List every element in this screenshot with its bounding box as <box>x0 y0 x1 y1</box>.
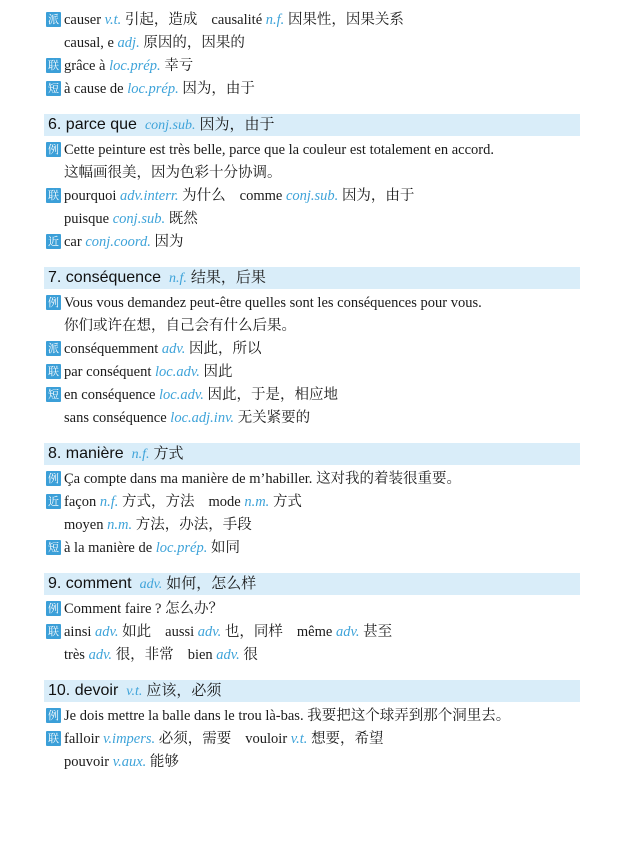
entry-headword: 7. conséquence <box>48 269 161 286</box>
part-of-speech: adv. <box>95 624 119 640</box>
part-of-speech: adv. <box>216 647 240 663</box>
entry-header <box>44 680 580 702</box>
word: pouvoir <box>64 754 110 770</box>
meaning: 引起，造成 <box>124 12 198 28</box>
part-of-speech: adv. <box>88 647 113 663</box>
meaning: 因此，所以 <box>188 341 262 357</box>
meaning: 想要，希望 <box>311 731 384 747</box>
part-of-speech: loc.prép. <box>109 58 161 74</box>
example-french: Comment faire ? <box>64 601 162 617</box>
related-line <box>46 186 414 206</box>
entry-meaning: 方式 <box>153 446 184 462</box>
derivation-line <box>46 10 404 30</box>
entry-meaning: 因为，由于 <box>199 117 275 133</box>
word: ainsi <box>64 624 92 640</box>
entry-part-of-speech: adv. <box>139 577 163 592</box>
example-label-icon: 例 <box>48 472 59 485</box>
entry-part-of-speech: n.f. <box>131 447 150 462</box>
phrase-line <box>46 79 255 99</box>
related-line <box>46 56 193 76</box>
part-of-speech: n.f. <box>265 12 285 28</box>
meaning: 既然 <box>168 211 198 227</box>
phrase-label-icon: 短 <box>48 388 59 401</box>
entry-headword: 9. comment <box>48 575 132 592</box>
meaning: 因此，于是，相应地 <box>207 387 338 403</box>
word: bien <box>187 647 213 663</box>
example-chinese: 这对我的着装很重要。 <box>316 471 462 487</box>
word: causal, e <box>64 35 114 51</box>
related-label-icon: 联 <box>48 189 59 202</box>
phrase-label-icon: 短 <box>48 541 59 554</box>
meaning: 很，非常 <box>115 647 174 663</box>
synonym-line <box>46 492 302 512</box>
word: par conséquent <box>64 364 152 380</box>
example-label-icon: 例 <box>48 143 59 156</box>
part-of-speech: v.t. <box>104 12 122 28</box>
continuation-line <box>64 752 179 772</box>
synonym-label-icon: 近 <box>48 235 59 248</box>
word: pourquoi <box>64 188 117 204</box>
related-label-icon: 联 <box>48 732 59 745</box>
entry-headword: 10. devoir <box>48 682 119 699</box>
word: car <box>64 234 82 250</box>
meaning: 必须，需要 <box>158 731 232 747</box>
part-of-speech: adj. <box>117 35 140 51</box>
entry-header <box>44 114 580 136</box>
word: comme <box>239 188 283 204</box>
part-of-speech: adv. <box>161 341 186 357</box>
continuation-line <box>64 209 198 229</box>
word: grâce à <box>64 58 106 74</box>
related-label-icon: 联 <box>48 365 59 378</box>
word: moyen <box>64 517 104 533</box>
word: mode <box>208 494 241 510</box>
example-french: Je dois mettre la balle dans le trou là-bas. <box>64 708 304 724</box>
part-of-speech: loc.adj.inv. <box>170 410 235 426</box>
meaning: 因果性，因果关系 <box>287 12 404 28</box>
derivation-line <box>46 339 261 359</box>
word: causer <box>64 12 102 28</box>
meaning: 因为，由于 <box>182 81 255 97</box>
part-of-speech: loc.prép. <box>155 540 208 556</box>
related-line <box>46 622 392 642</box>
meaning: 无关紧要的 <box>237 410 311 426</box>
entry-meaning: 如何，怎么样 <box>166 576 257 592</box>
entry-part-of-speech: v.t. <box>126 684 143 699</box>
meaning: 也，同样 <box>224 624 283 640</box>
entry-meaning: 结果，后果 <box>190 270 266 286</box>
example-chinese: 我要把这个球弄到那个洞里去。 <box>307 708 511 724</box>
example-french: Cette peinture est très belle, parce que la couleur est totalement en accord. <box>64 142 494 158</box>
entry-header <box>44 443 580 465</box>
example-translation-line <box>64 316 296 336</box>
example-french: Ça compte dans ma manière de m’habiller. <box>64 471 313 487</box>
word: puisque <box>64 211 110 227</box>
phrase-line <box>46 538 240 558</box>
part-of-speech: adv. <box>335 624 360 640</box>
meaning: 方式 <box>272 494 302 510</box>
continuation-line <box>64 408 310 428</box>
word: sans conséquence <box>64 410 167 426</box>
continuation-line <box>64 33 245 53</box>
example-label-icon: 例 <box>48 602 59 615</box>
entry-header <box>44 573 580 595</box>
word: très <box>64 647 85 663</box>
word: causalité <box>211 12 263 28</box>
phrase-label-icon: 短 <box>48 82 59 95</box>
word: falloir <box>64 731 100 747</box>
meaning: 为什么 <box>182 188 226 204</box>
example-chinese: 你们或许在想，自己会有什么后果。 <box>64 318 296 334</box>
example-line <box>46 293 482 313</box>
part-of-speech: conj.coord. <box>85 234 151 250</box>
continuation-line <box>64 645 258 665</box>
related-label-icon: 联 <box>48 625 59 638</box>
part-of-speech: v.t. <box>290 731 308 747</box>
word: en conséquence <box>64 387 156 403</box>
meaning: 因为 <box>154 234 184 250</box>
word: aussi <box>165 624 195 640</box>
part-of-speech: n.m. <box>107 517 133 533</box>
example-label-icon: 例 <box>48 296 59 309</box>
entry-headword: 6. parce que <box>48 116 137 133</box>
related-label-icon: 联 <box>48 59 59 72</box>
entry-header <box>44 267 580 289</box>
part-of-speech: conj.sub. <box>112 211 166 227</box>
part-of-speech: n.m. <box>244 494 270 510</box>
word: façon <box>64 494 97 510</box>
word: à cause de <box>64 81 124 97</box>
synonym-label-icon: 近 <box>48 495 59 508</box>
synonym-line <box>46 232 183 252</box>
meaning: 如同 <box>210 540 240 556</box>
word: conséquemment <box>64 341 159 357</box>
example-line <box>46 140 494 160</box>
continuation-line <box>64 515 252 535</box>
meaning: 如此 <box>122 624 152 640</box>
example-french: Vous vous demandez peut-être quelles sont les conséquences pour vous. <box>64 295 482 311</box>
example-line <box>46 706 510 726</box>
word: même <box>296 624 333 640</box>
example-chinese: 怎么办？ <box>165 601 224 617</box>
meaning: 方式，方法 <box>121 494 195 510</box>
part-of-speech: loc.prép. <box>127 81 179 97</box>
meaning: 方法，办法，手段 <box>135 517 252 533</box>
example-line <box>46 599 223 619</box>
derivation-label-icon: 派 <box>48 342 59 355</box>
word: à la manière de <box>64 540 153 556</box>
phrase-line <box>46 385 338 405</box>
entry-part-of-speech: conj.sub. <box>144 118 196 133</box>
part-of-speech: loc.adv. <box>159 387 204 403</box>
meaning: 甚至 <box>363 624 393 640</box>
meaning: 很 <box>243 647 258 663</box>
part-of-speech: adv.interr. <box>119 188 179 204</box>
part-of-speech: adv. <box>197 624 222 640</box>
entry-headword: 8. manière <box>48 445 124 462</box>
word: vouloir <box>245 731 288 747</box>
part-of-speech: v.impers. <box>103 731 156 747</box>
example-label-icon: 例 <box>48 709 59 722</box>
part-of-speech: loc.adv. <box>155 364 200 380</box>
example-chinese: 这幅画很美，因为色彩十分协调。 <box>64 165 282 181</box>
example-translation-line <box>64 163 282 183</box>
meaning: 因为，由于 <box>341 188 415 204</box>
derivation-label-icon: 派 <box>48 13 59 26</box>
example-line <box>46 469 461 489</box>
related-line <box>46 729 384 749</box>
meaning: 幸亏 <box>164 58 194 74</box>
part-of-speech: n.f. <box>99 494 119 510</box>
entry-meaning: 应该，必须 <box>146 683 222 699</box>
entry-part-of-speech: n.f. <box>168 271 187 286</box>
meaning: 能够 <box>149 754 179 770</box>
part-of-speech: v.aux. <box>112 754 147 770</box>
meaning: 原因的，因果的 <box>143 35 245 51</box>
part-of-speech: conj.sub. <box>285 188 339 204</box>
meaning: 因此 <box>203 364 233 380</box>
related-line <box>46 362 232 382</box>
